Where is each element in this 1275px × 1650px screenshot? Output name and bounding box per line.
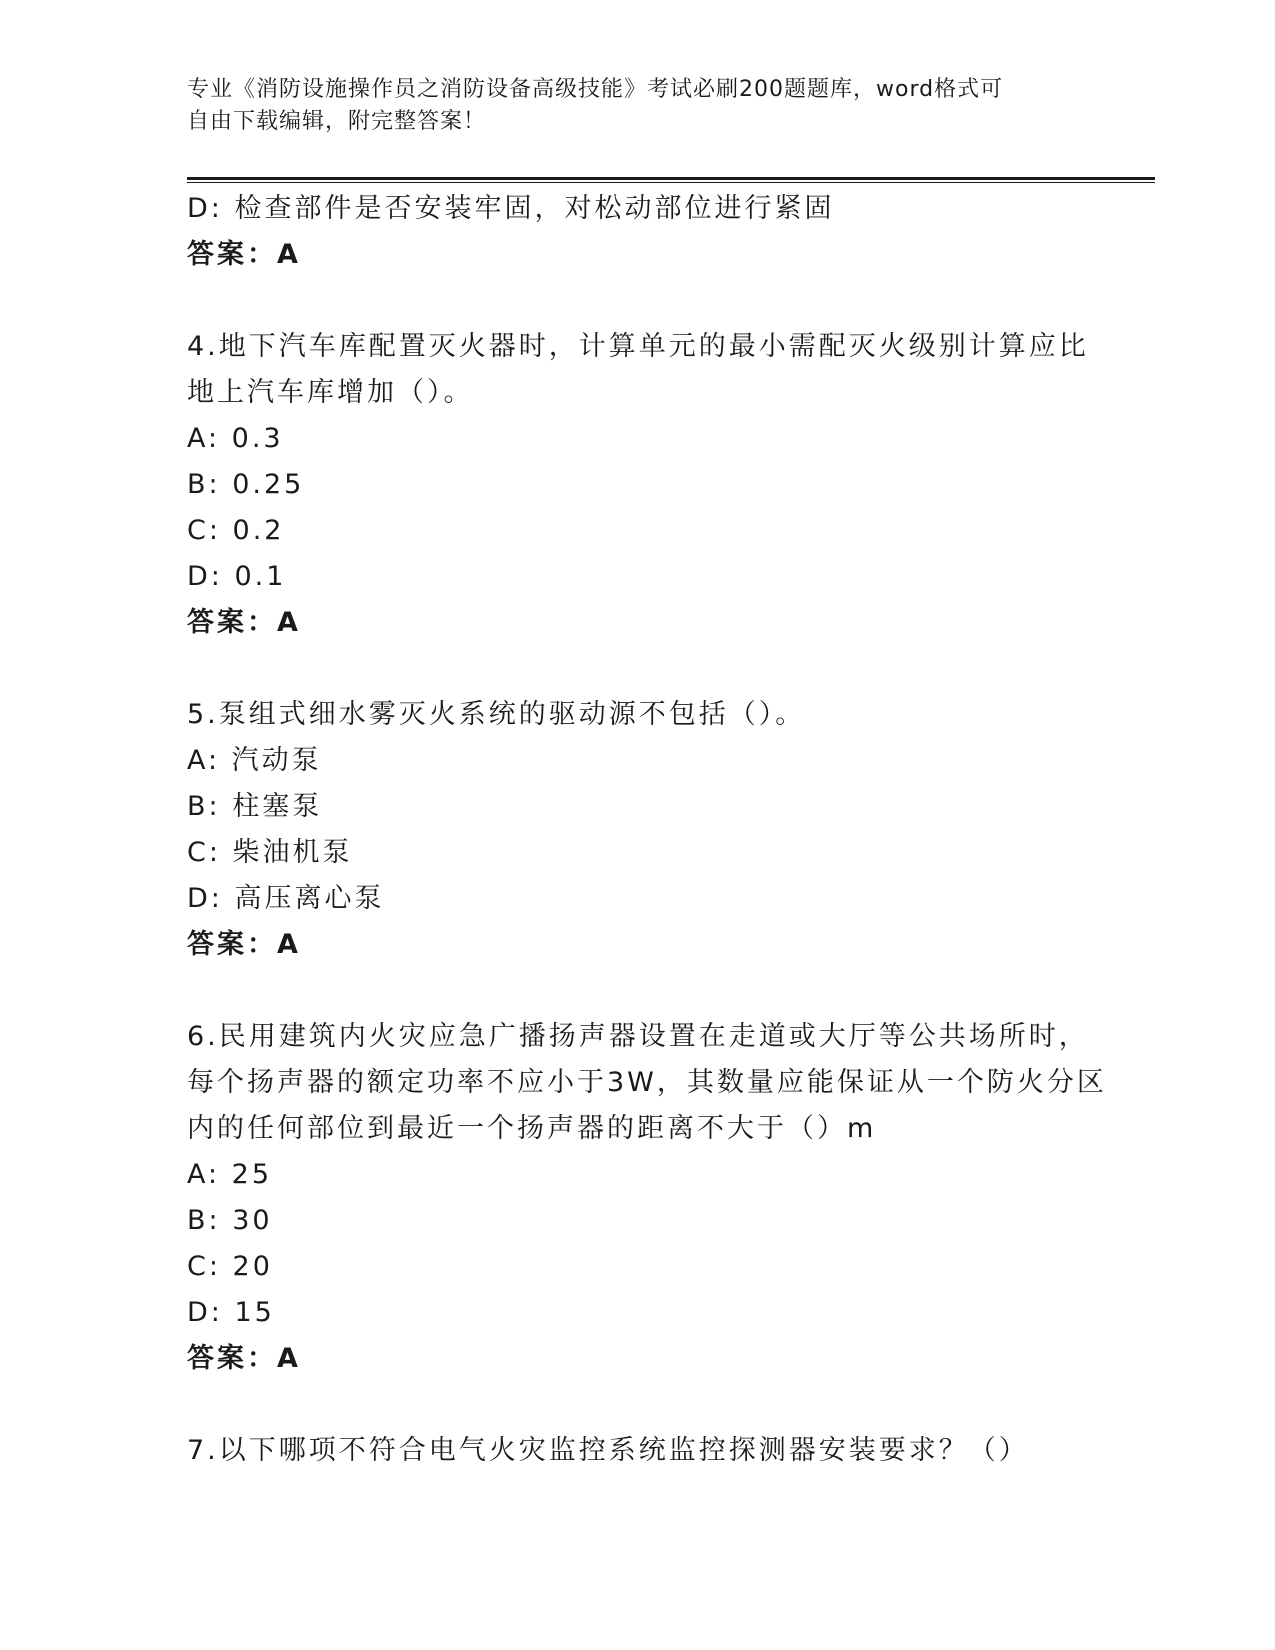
question-list <box>187 186 1107 1474</box>
option-b: B: 柱塞泵 <box>187 791 323 822</box>
question-block <box>187 1428 1087 1474</box>
answer-line: 答案：A <box>187 929 301 960</box>
spacer <box>187 1382 1087 1428</box>
question-stem-line: 7.以下哪项不符合电气火灾监控系统监控探测器安装要求？（） <box>187 1435 1029 1466</box>
question-block <box>187 692 1087 968</box>
option-b: B: 30 <box>187 1205 273 1236</box>
option-d: D: 15 <box>187 1297 275 1328</box>
question-stem-line: 内的任何部位到最近一个扬声器的距离不大于（）m <box>187 1113 877 1144</box>
header-rule-thick <box>187 177 1155 180</box>
option-a: A: 0.3 <box>187 423 284 454</box>
question-stem-line: 地上汽车库增加（）。 <box>187 377 474 408</box>
question-block <box>187 1014 1107 1382</box>
question-stem-line: 6.民用建筑内火灾应急广播扬声器设置在走道或大厅等公共场所时， <box>187 1021 1089 1052</box>
document-header <box>187 74 1087 138</box>
spacer <box>187 646 1087 692</box>
option-a: A: 25 <box>187 1159 273 1190</box>
answer-line: 答案：A <box>187 607 301 638</box>
option-c: C: 0.2 <box>187 515 285 546</box>
question-stem-line: 4.地下汽车库配置灭火器时，计算单元的最小需配灭火级别计算应比 <box>187 331 1089 362</box>
question-stem-line: 每个扬声器的额定功率不应小于3W，其数量应能保证从一个防火分区 <box>187 1067 1107 1098</box>
answer-line: 答案：A <box>187 239 301 270</box>
question-block <box>187 324 1087 646</box>
option-d: D: 高压离心泵 <box>187 883 385 914</box>
answer-line: 答案：A <box>187 1343 301 1374</box>
option-c: C: 20 <box>187 1251 273 1282</box>
option-b: B: 0.25 <box>187 469 305 500</box>
header-line-1: 专业《消防设施操作员之消防设备高级技能》考试必刷200题题库，word格式可 <box>187 77 1004 102</box>
option-d: D: 检查部件是否安装牢固，对松动部位进行紧固 <box>187 193 835 224</box>
spacer <box>187 278 1087 324</box>
spacer <box>187 968 1087 1014</box>
header-rule-thin <box>187 182 1155 183</box>
option-c: C: 柴油机泵 <box>187 837 353 868</box>
option-a: A: 汽动泵 <box>187 745 322 776</box>
question-stem-line: 5.泵组式细水雾灭火系统的驱动源不包括（）。 <box>187 699 806 730</box>
header-line-2: 自由下载编辑，附完整答案！ <box>187 109 487 134</box>
option-d: D: 0.1 <box>187 561 287 592</box>
